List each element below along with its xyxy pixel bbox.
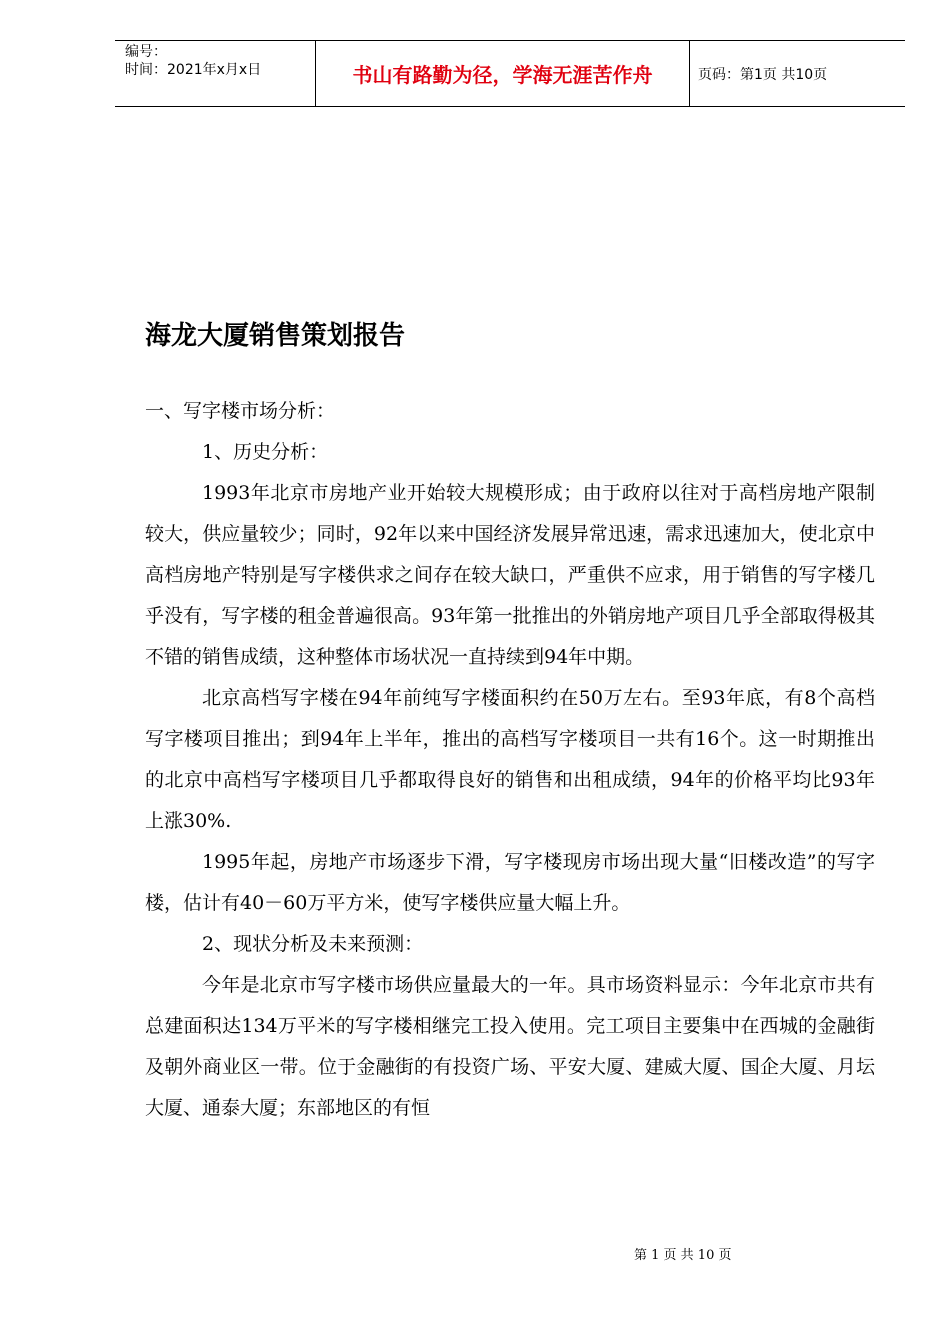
footer-page-number: 第 1 页 共 10 页	[634, 1248, 732, 1263]
header-motto: 书山有路勤为径，学海无涯苦作舟	[352, 63, 653, 87]
document-body	[145, 391, 875, 1129]
section-heading: 一、写字楼市场分析：	[145, 400, 336, 422]
document-title: 海龙大厦销售策划报告	[145, 321, 406, 351]
number-label: 编号：	[125, 44, 167, 60]
paragraph: 1995年起，房地产市场逐步下滑，写字楼现房市场出现大量“旧楼改造”的写字楼，估计有40－60万平方米，使写字楼供应量大幅上升。	[145, 851, 875, 914]
paragraph: 今年是北京市写字楼市场供应量最大的一年。具市场资料显示：今年北京市共有总建面积达134万平米的写字楼相继完工投入使用。完工项目主要集中在西城的金融街及朝外商业区一带。位于金融街的有投资广场、平安大厦、建威大厦、国企大厦、月坛大厦、通泰大厦；东部地区的有恒	[145, 974, 875, 1119]
header-meta	[115, 41, 315, 106]
time-label: 时间：2021年x月x日	[125, 62, 262, 78]
subsection-heading: 2、现状分析及未来预测：	[202, 933, 424, 955]
paragraph: 北京高档写字楼在94年前纯写字楼面积约在50万左右。至93年底，有8个高档写字楼项目推出；到94年上半年，推出的高档写字楼项目一共有16个。这一时期推出的北京中高档写字楼项目几乎都取得良好的销售和出租成绩，94年的价格平均比93年上涨30%.	[145, 687, 875, 832]
subsection-heading: 1、历史分析：	[202, 441, 329, 463]
header-page-info: 页码：第1页 共10页	[698, 66, 828, 83]
page-header	[115, 40, 905, 107]
paragraph: 1993年北京市房地产业开始较大规模形成；由于政府以往对于高档房地产限制较大，供应量较少；同时，92年以来中国经济发展异常迅速，需求迅速加大，使北京中高档房地产特别是写字楼供求之间存在较大缺口，严重供不应求，用于销售的写字楼几乎没有，写字楼的租金普遍很高。93年第一批推出的外销房地产项目几乎全部取得极其不错的销售成绩，这种整体市场状况一直持续到94年中期。	[145, 482, 875, 668]
